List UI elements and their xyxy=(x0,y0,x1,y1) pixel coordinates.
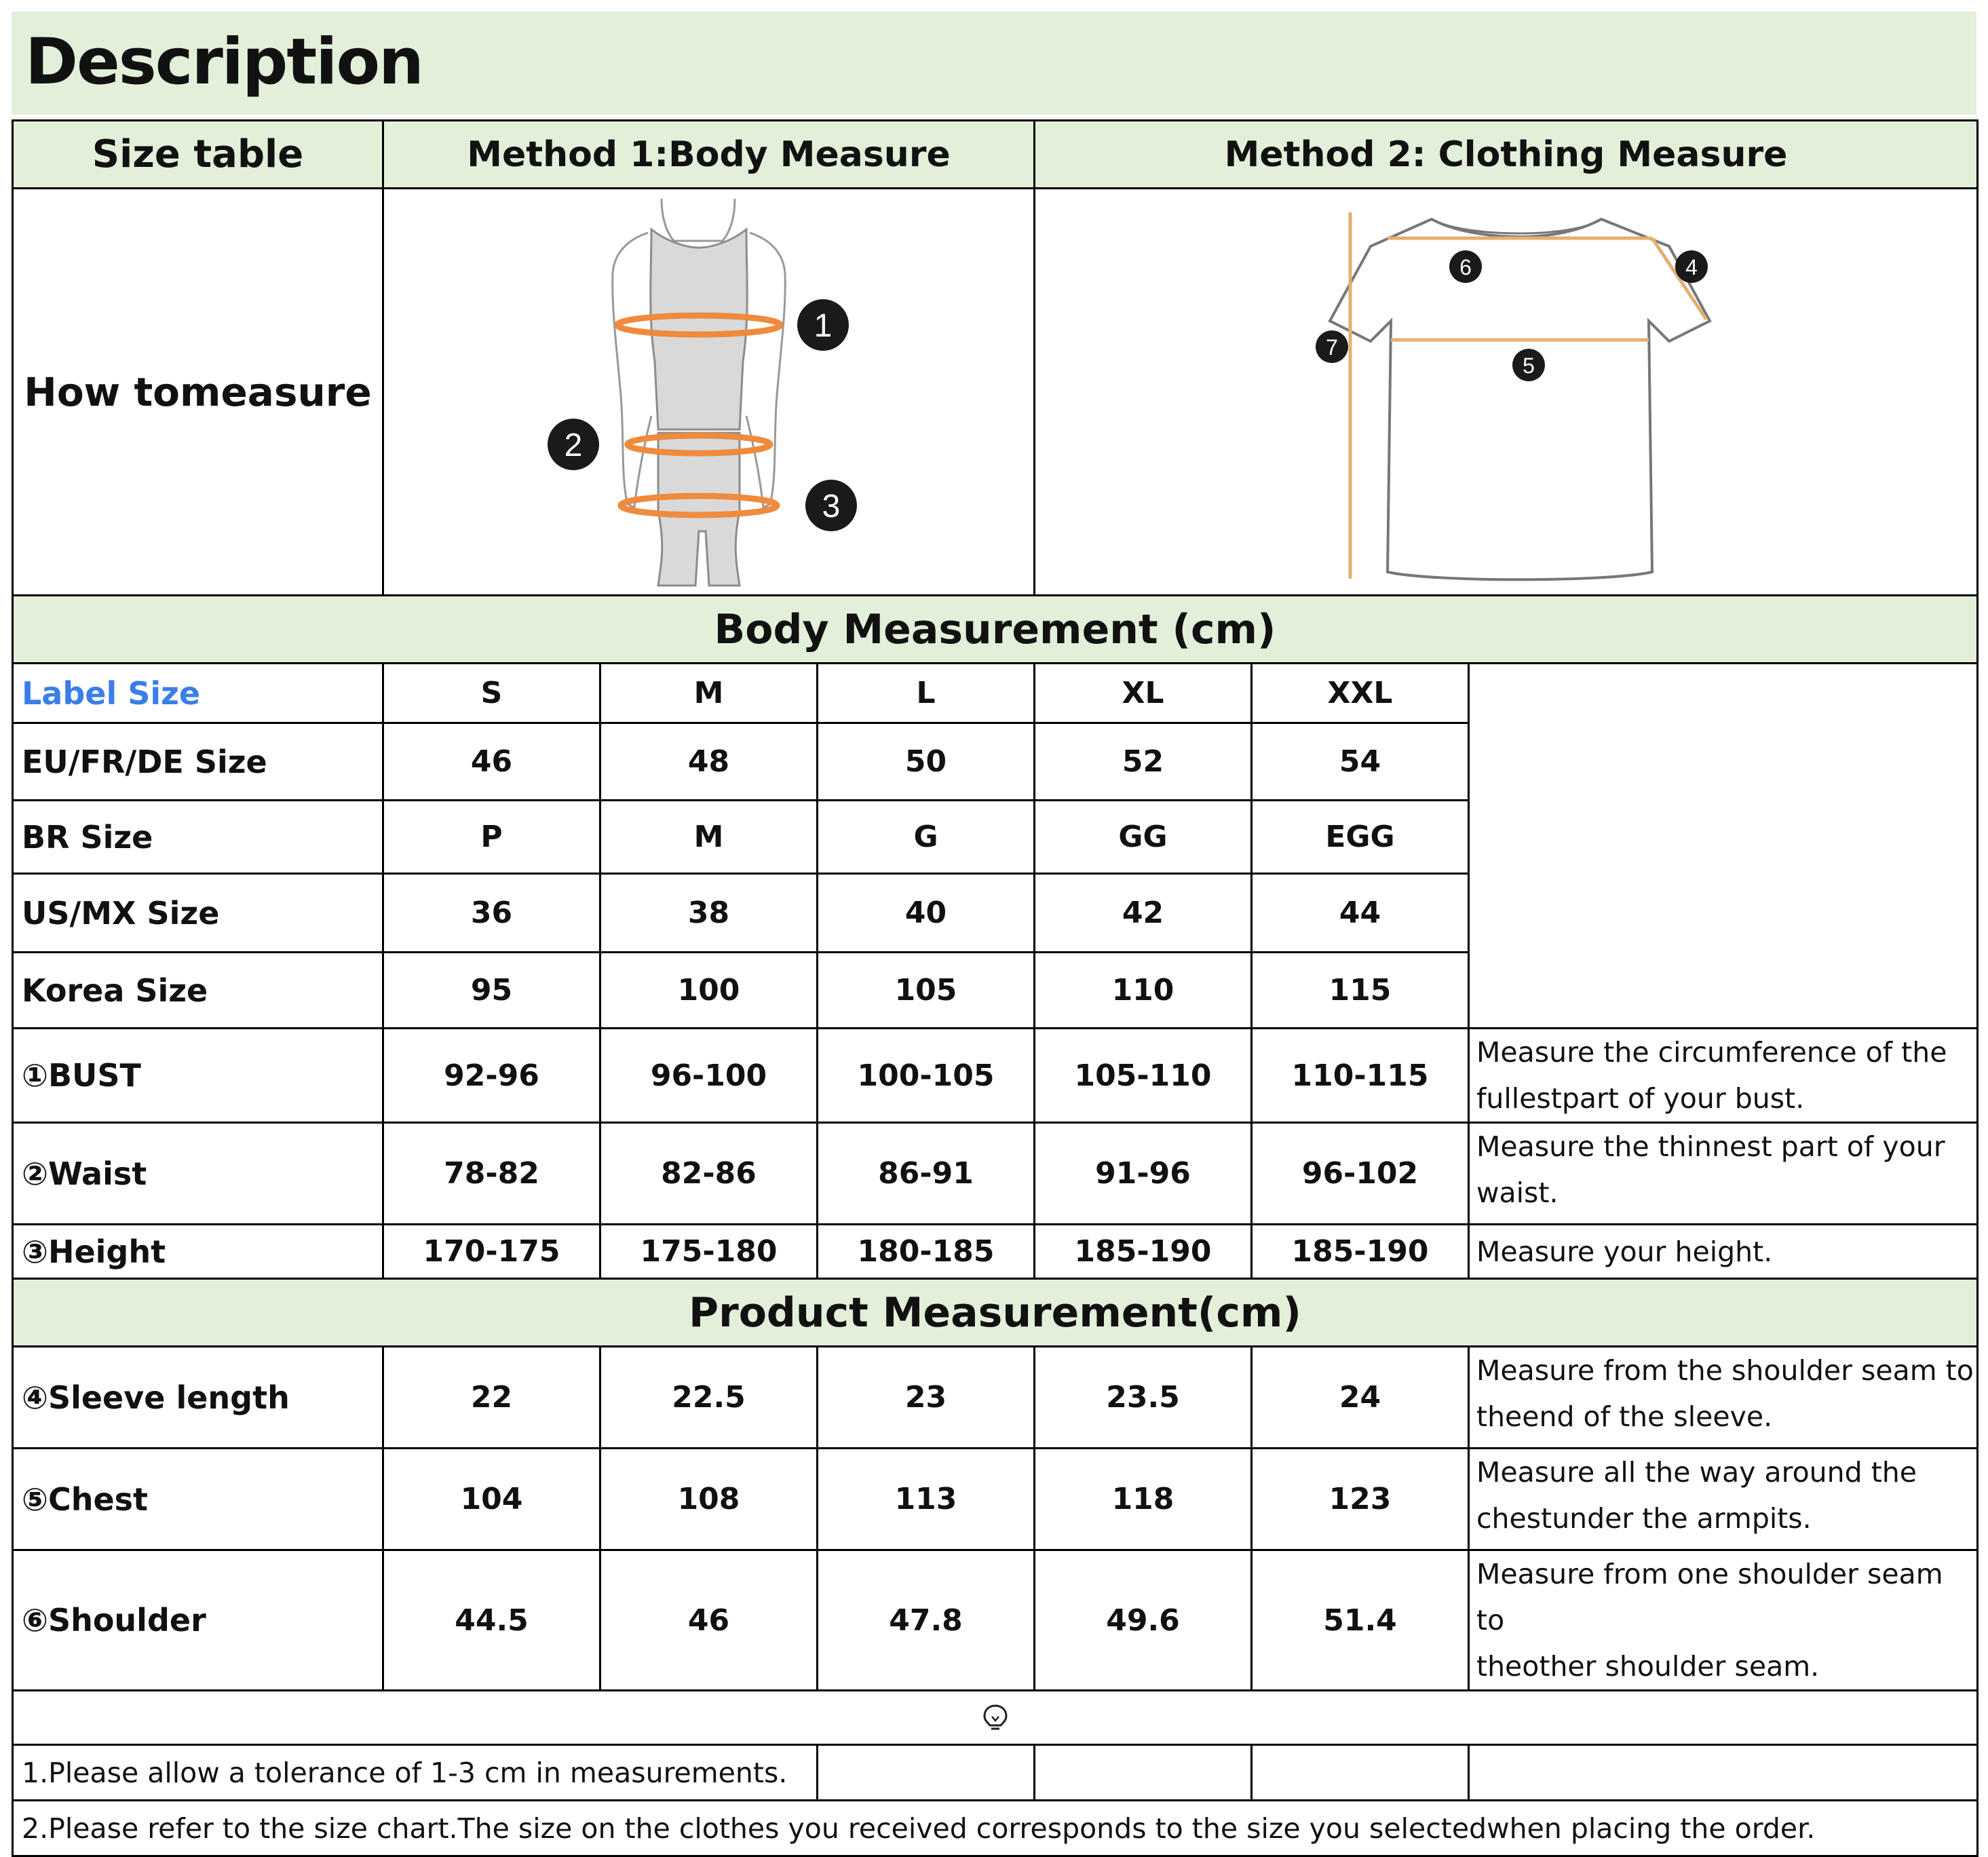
marker-5 xyxy=(1512,349,1545,381)
cell-value: 100 xyxy=(600,953,818,1029)
cell-value: 110-115 xyxy=(1252,1029,1469,1123)
body-measurement-heading: Body Measurement (cm) xyxy=(13,596,1978,664)
cell-value: 49.6 xyxy=(1035,1550,1252,1691)
note-1: 1.Please allow a tolerance of 1-3 cm in measurements. xyxy=(13,1745,818,1801)
cell-value: 170-175 xyxy=(383,1225,600,1279)
marker-6 xyxy=(1449,250,1482,283)
cell-value: 113 xyxy=(818,1449,1035,1550)
size-xxl: XXL xyxy=(1252,664,1469,723)
cell-value: G xyxy=(818,801,1035,874)
row-label: ②Waist xyxy=(13,1123,383,1225)
measure-note: Measure all the way around the chestunder the armpits. xyxy=(1469,1449,1978,1550)
tip-cell xyxy=(13,1691,1978,1745)
cell-value: 24 xyxy=(1252,1347,1469,1449)
svg-text:2: 2 xyxy=(564,427,582,463)
measure-note: Measure from the shoulder seam to theend of the sleeve. xyxy=(1469,1347,1978,1449)
method2-heading: Method 2: Clothing Measure xyxy=(1035,121,1978,189)
body-figure-illustration xyxy=(492,192,926,592)
how-to-measure-label: How tomeasure xyxy=(13,189,383,596)
row-label: ⑥Shoulder xyxy=(13,1550,383,1691)
cell-value: 110 xyxy=(1035,953,1252,1029)
row-label: Korea Size xyxy=(13,953,383,1029)
cell-value: 42 xyxy=(1035,874,1252,953)
cell-value: 22.5 xyxy=(600,1347,818,1449)
cell-value: 96-102 xyxy=(1252,1123,1469,1225)
how-to-measure-row xyxy=(13,189,1978,596)
svg-text:6: 6 xyxy=(1459,254,1472,280)
row-label: ④Sleeve length xyxy=(13,1347,383,1449)
cell-value: 92-96 xyxy=(383,1029,600,1123)
table-row xyxy=(13,1123,1978,1225)
measure-note: Measure the circumference of the fullestpart of your bust. xyxy=(1469,1029,1978,1123)
row-label: BR Size xyxy=(13,801,383,874)
cell-value: 100-105 xyxy=(818,1029,1035,1123)
size-xl: XL xyxy=(1035,664,1252,723)
svg-text:3: 3 xyxy=(822,488,840,524)
cell-value: GG xyxy=(1035,801,1252,874)
clothing-measure-diagram xyxy=(1035,189,1978,596)
cell-value: 46 xyxy=(600,1550,818,1691)
size-chart-table xyxy=(12,119,1979,1857)
table-row xyxy=(13,1550,1978,1691)
marker-7 xyxy=(1316,330,1348,363)
empty-cell xyxy=(1035,1745,1252,1801)
size-l: L xyxy=(818,664,1035,723)
cell-value: 180-185 xyxy=(818,1225,1035,1279)
row-label: EU/FR/DE Size xyxy=(13,723,383,801)
method1-heading: Method 1:Body Measure xyxy=(383,121,1035,189)
cell-value: 105 xyxy=(818,953,1035,1029)
note-row-1 xyxy=(13,1745,1978,1801)
cell-value: M xyxy=(600,801,818,874)
cell-value: 105-110 xyxy=(1035,1029,1252,1123)
svg-text:5: 5 xyxy=(1522,353,1535,378)
cell-value: 91-96 xyxy=(1035,1123,1252,1225)
size-m: M xyxy=(600,664,818,723)
svg-text:1: 1 xyxy=(814,307,832,344)
measure-note: Measure your height. xyxy=(1469,1225,1978,1279)
row-label: ①BUST xyxy=(13,1029,383,1123)
cell-value: 118 xyxy=(1035,1449,1252,1550)
row-label: US/MX Size xyxy=(13,874,383,953)
product-measurement-heading: Product Measurement(cm) xyxy=(13,1279,1978,1347)
tip-row xyxy=(13,1691,1978,1745)
svg-text:4: 4 xyxy=(1685,254,1698,280)
cell-value: 22 xyxy=(383,1347,600,1449)
blank-note-area xyxy=(1469,664,1978,1029)
cell-value: 47.8 xyxy=(818,1550,1035,1691)
cell-value: 96-100 xyxy=(600,1029,818,1123)
svg-text:7: 7 xyxy=(1325,334,1338,360)
cell-value: 86-91 xyxy=(818,1123,1035,1225)
cell-value: 78-82 xyxy=(383,1123,600,1225)
product-section-row xyxy=(13,1279,1978,1347)
title-bar xyxy=(12,12,1976,115)
marker-4 xyxy=(1675,250,1708,283)
cell-value: 46 xyxy=(383,723,600,801)
row-label: ⑤Chest xyxy=(13,1449,383,1550)
cell-value: 36 xyxy=(383,874,600,953)
marker-3 xyxy=(805,480,857,531)
note-row-2 xyxy=(13,1801,1978,1856)
body-measure-diagram xyxy=(383,189,1035,596)
empty-cell xyxy=(1469,1745,1978,1801)
table-row xyxy=(13,1347,1978,1449)
marker-2 xyxy=(548,419,599,470)
label-size-row xyxy=(13,664,1978,723)
table-row xyxy=(13,1449,1978,1550)
cell-value: 185-190 xyxy=(1252,1225,1469,1279)
cell-value: 108 xyxy=(600,1449,818,1550)
empty-cell xyxy=(818,1745,1035,1801)
label-size-heading: Label Size xyxy=(13,664,383,723)
size-table-heading: Size table xyxy=(13,121,383,189)
cell-value: 54 xyxy=(1252,723,1469,801)
cell-value: P xyxy=(383,801,600,874)
measure-note: Measure the thinnest part of your waist. xyxy=(1469,1123,1978,1225)
page-title: Description xyxy=(25,25,423,99)
cell-value: 50 xyxy=(818,723,1035,801)
cell-value: 40 xyxy=(818,874,1035,953)
cell-value: 95 xyxy=(383,953,600,1029)
cell-value: 51.4 xyxy=(1252,1550,1469,1691)
note-2: 2.Please refer to the size chart.The size on the clothes you received corresponds to the size you selectedwhen placing the order. xyxy=(13,1801,1978,1856)
cell-value: 175-180 xyxy=(600,1225,818,1279)
size-s: S xyxy=(383,664,600,723)
cell-value: 23 xyxy=(818,1347,1035,1449)
cell-value: EGG xyxy=(1252,801,1469,874)
measure-note: Measure from one shoulder seam to theother shoulder seam. xyxy=(1469,1550,1978,1691)
cell-value: 115 xyxy=(1252,953,1469,1029)
row-label: ③Height xyxy=(13,1225,383,1279)
cell-value: 23.5 xyxy=(1035,1347,1252,1449)
cell-value: 48 xyxy=(600,723,818,801)
cell-value: 44 xyxy=(1252,874,1469,953)
body-section-row xyxy=(13,596,1978,664)
tshirt-illustration xyxy=(1269,192,1744,592)
lightbulb-icon xyxy=(979,1702,1012,1734)
table-row xyxy=(13,1029,1978,1123)
cell-value: 38 xyxy=(600,874,818,953)
marker-1 xyxy=(797,299,849,351)
table-row xyxy=(13,1225,1978,1279)
cell-value: 82-86 xyxy=(600,1123,818,1225)
cell-value: 104 xyxy=(383,1449,600,1550)
header-row xyxy=(13,121,1978,189)
cell-value: 52 xyxy=(1035,723,1252,801)
empty-cell xyxy=(1252,1745,1469,1801)
cell-value: 185-190 xyxy=(1035,1225,1252,1279)
cell-value: 123 xyxy=(1252,1449,1469,1550)
cell-value: 44.5 xyxy=(383,1550,600,1691)
